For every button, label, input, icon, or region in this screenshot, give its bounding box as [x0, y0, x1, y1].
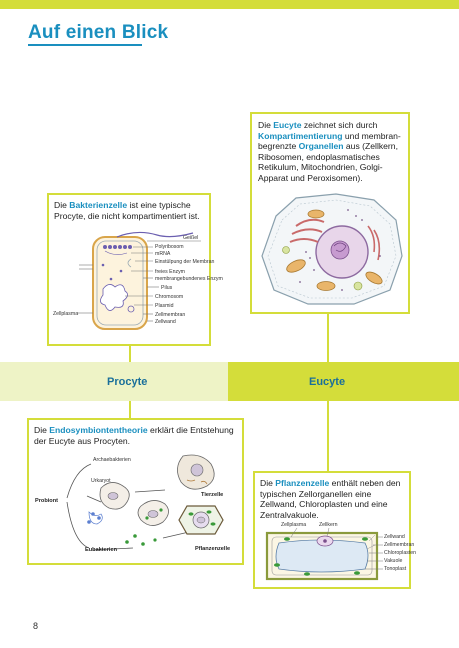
- label-eubakterien: Eubakterien: [85, 547, 118, 553]
- eucyte-description: Die Eucyte zeichnet sich durch Kompartimentierung und membran-begrenzte Organellen aus (Zellkern, Ribosomen, endoplasmatisches Retikulum, Mitochondrien, Golgi-Apparat und Peroxisomen).: [258, 120, 401, 183]
- page-number: 8: [33, 621, 39, 631]
- label-pflanzenzelle: Pflanzenzelle: [195, 546, 231, 552]
- endosymbiosis-diagram: [31, 452, 242, 564]
- label-tierzelle: Tierzelle: [201, 492, 224, 498]
- label-mrna: mRNA: [155, 251, 171, 257]
- label-zellmembran: Zellmembran: [155, 312, 186, 318]
- label-chloroplasten: Chloroplasten: [384, 550, 417, 556]
- label-freies-enzym: freies Enzym: [155, 269, 185, 275]
- bacterium-illustration: [51, 229, 223, 344]
- label-urkaryot: Urkaryot: [91, 478, 111, 484]
- label-plasmid: Plasmid: [155, 303, 174, 309]
- term-eucyte: Eucyte: [273, 120, 302, 130]
- plant-cell-description: Die Pflanzenzelle enthält neben den typischen Zellorganellen eine Zellwand, Chloroplasten und eine Zentralvakuole.: [260, 478, 401, 520]
- connector-plant: [327, 401, 329, 471]
- connector-endo: [129, 401, 131, 418]
- label-tonoplast: Tonoplast: [384, 566, 407, 572]
- label-vakuole: Vakuole: [384, 558, 403, 564]
- term-pflanzenzelle: Pflanzenzelle: [275, 478, 330, 488]
- label-einstuelpung: Einstülpung der Membran: [155, 259, 215, 265]
- term-bakterienzelle: Bakterienzelle: [69, 200, 128, 210]
- term-kompartimentierung: Kompartimentierung: [258, 130, 343, 141]
- top-accent-bar: [0, 0, 459, 9]
- plant-cell-box: [253, 471, 417, 589]
- term-organellen: Organellen: [298, 141, 344, 152]
- procyte-box: [47, 193, 223, 346]
- label-zellplasma-plant: Zellplasma: [281, 522, 307, 528]
- endosymbiont-description: Die Endosymbiontentheorie erklärt die Entstehung der Eucyte aus Procyten.: [34, 425, 234, 446]
- label-eucyte: Eucyte: [309, 376, 346, 388]
- plant-cell-illustration: [257, 519, 417, 587]
- connector-procyte: [129, 346, 131, 362]
- eucyte-cell-illustration: [256, 186, 406, 310]
- title-underline: [28, 44, 142, 46]
- procyte-description: Die Bakterienzelle ist eine typische Procyte, die nicht kompartimentiert ist.: [54, 200, 200, 221]
- label-zellwand: Zellwand: [155, 319, 176, 325]
- label-chromosom: Chromosom: [155, 294, 184, 300]
- label-membrangebunden: membrangebundenes Enzym: [155, 276, 223, 282]
- page-title: Auf einen Blick: [28, 22, 169, 43]
- label-probiont: Probiont: [35, 498, 58, 504]
- term-endosymbiontentheorie: Endosymbiontentheorie: [49, 425, 148, 435]
- label-zellwand-plant: Zellwand: [384, 534, 405, 540]
- label-geissel: Geißel: [183, 235, 199, 241]
- label-zellmembran-plant: Zellmembran: [384, 542, 415, 548]
- label-pilus: Pilus: [161, 285, 173, 291]
- label-polyribosom: Polyribosom: [155, 244, 184, 250]
- label-archaebakterien: Archaebakterien: [93, 457, 131, 463]
- label-zellkern: Zellkern: [319, 522, 338, 528]
- connector-eucyte: [327, 314, 329, 362]
- label-procyte: Procyte: [107, 376, 148, 388]
- endosymbiont-box: [27, 418, 244, 565]
- label-zellplasma: Zellplasma: [53, 311, 79, 317]
- eucyte-box: [250, 112, 410, 314]
